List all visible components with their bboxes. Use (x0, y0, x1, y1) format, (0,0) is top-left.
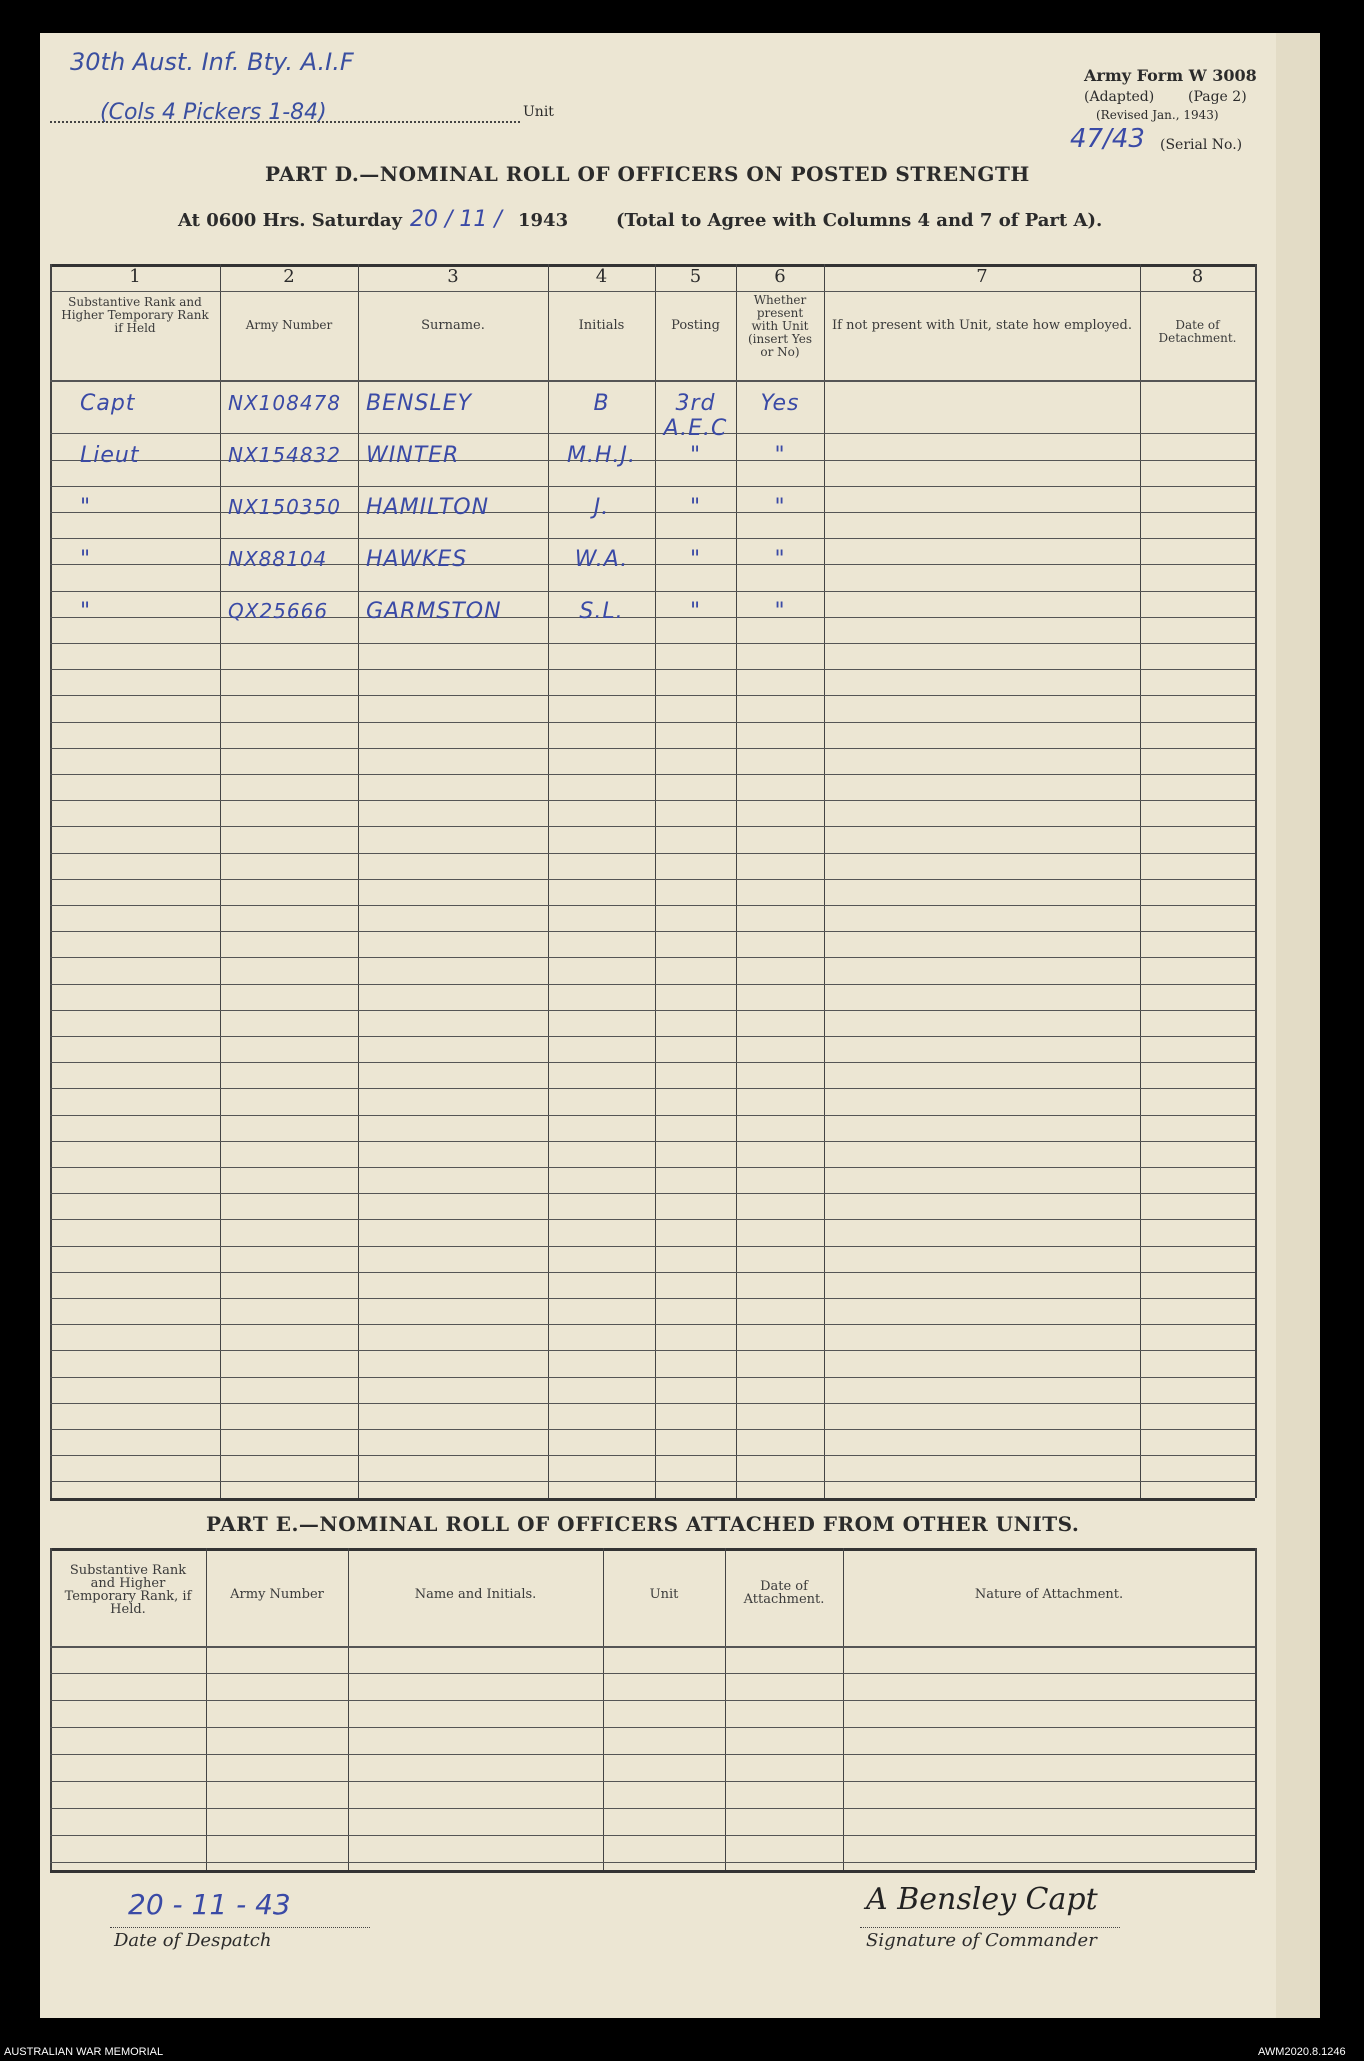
part-e-col-line (348, 1548, 349, 1870)
roll-cell-surname: BENSLEY (366, 391, 473, 416)
unit-handwriting-2: (Cols 4 Pickers 1-84) (100, 100, 327, 125)
part-d-col-line (1255, 264, 1257, 1498)
part-d-header-rule (50, 380, 1255, 382)
part-d-row-line (50, 853, 1255, 854)
part-d-col-line (220, 264, 221, 1498)
roll-cell-surname: WINTER (366, 443, 460, 468)
part-d-row-line (50, 957, 1255, 958)
part-d-row-line (50, 669, 1255, 670)
part-e-row-line (50, 1835, 1255, 1836)
roll-cell-present: " (774, 547, 786, 572)
part-d-number-rule (50, 291, 1255, 292)
part-d-title: PART D.—NOMINAL ROLL OF OFFICERS ON POSTED STRENGTH (265, 162, 1030, 186)
despatch-dotted-line (110, 1927, 370, 1928)
unit-label: Unit (523, 104, 554, 120)
part-d-col-line (1140, 264, 1141, 1498)
part-e-col-line (1255, 1548, 1257, 1870)
part-d-row-line (50, 748, 1255, 749)
part-e-column-header: Army Number (230, 1587, 324, 1602)
part-e-row-line (50, 1808, 1255, 1809)
roll-cell-number: NX154832 (228, 443, 342, 467)
part-e-title: PART E.—NOMINAL ROLL OF OFFICERS ATTACHED FROM OTHER UNITS. (206, 1512, 1080, 1536)
part-d-column-header: Substantive Rank and Higher Temporary Rank if Held (61, 295, 209, 335)
part-d-row-line (50, 1350, 1255, 1351)
part-d-row-line (50, 695, 1255, 696)
form-page: (Page 2) (1188, 89, 1247, 105)
part-d-col-line (824, 264, 825, 1498)
serial-value: 47/43 (1070, 124, 1145, 154)
part-e-row-line (50, 1862, 1255, 1863)
bottom-bar-right: AWM2020.8.1246 (1258, 2046, 1346, 2058)
part-d-row-line (50, 1115, 1255, 1116)
part-d-row-line (50, 1088, 1255, 1089)
part-d-column-header: Initials (578, 318, 625, 333)
part-d-column-header: Date of Detachment. (1158, 318, 1237, 345)
signature-label: Signature of Commander (866, 1930, 1097, 1951)
roll-cell-present: Yes (760, 391, 800, 416)
roll-cell-initials: S.L. (579, 599, 624, 624)
part-e-column-header: Substantive Rank and Higher Temporary Rank, if Held. (64, 1563, 192, 1617)
part-d-column-number: 6 (774, 266, 786, 287)
unit-handwriting-1: 30th Aust. Inf. Bty. A.I.F (70, 48, 354, 76)
part-e-header-rule (50, 1646, 1255, 1648)
roll-cell-initials: W.A. (574, 547, 629, 572)
roll-cell-rank: " (80, 547, 92, 572)
part-d-row-line (50, 1010, 1255, 1011)
part-d-column-header: If not present with Unit, state how employed. (832, 318, 1132, 333)
roll-cell-posting: " (689, 495, 702, 520)
part-d-row-line (50, 879, 1255, 880)
roll-cell-posting: " (689, 599, 702, 624)
part-d-row-line (50, 643, 1255, 644)
part-d-row-line (50, 538, 1255, 539)
roll-cell-surname: HAWKES (366, 547, 468, 572)
part-d-row-line (50, 931, 1255, 932)
part-d-column-number: 4 (595, 266, 608, 287)
part-d-column-number: 7 (976, 266, 988, 287)
part-d-row-line (50, 1246, 1255, 1247)
part-d-row-line (50, 486, 1255, 487)
unit-dotted-line (50, 121, 520, 123)
roll-cell-initials: M.H.J. (567, 443, 636, 468)
part-e-row-line (50, 1727, 1255, 1728)
part-d-row-line (50, 905, 1255, 906)
form-revised: (Revised Jan., 1943) (1096, 108, 1219, 122)
paper-fold (1276, 33, 1320, 2018)
part-e-row-line (50, 1673, 1255, 1674)
part-e-column-header: Unit (649, 1587, 679, 1602)
part-e-column-header: Nature of Attachment. (974, 1587, 1124, 1602)
part-d-row-line (50, 1272, 1255, 1273)
part-d-column-number: 5 (689, 266, 702, 287)
part-e-col-line (725, 1548, 726, 1870)
roll-cell-rank: " (80, 495, 92, 520)
part-d-row-line (50, 1403, 1255, 1404)
roll-cell-present: " (774, 599, 786, 624)
signature-dotted-line (860, 1927, 1120, 1928)
part-d-year: 1943 (518, 210, 569, 231)
roll-cell-initials: J. (593, 495, 610, 520)
part-d-row-line (50, 1219, 1255, 1220)
commander-signature: A Bensley Capt (866, 1882, 1098, 1917)
part-e-col-line (50, 1548, 52, 1870)
part-d-column-number: 2 (283, 266, 295, 287)
part-e-row-line (50, 1781, 1255, 1782)
part-d-row-line (50, 1377, 1255, 1378)
roll-cell-rank: " (80, 599, 92, 624)
form-adapted: (Adapted) (1084, 89, 1155, 105)
part-d-column-number: 1 (129, 266, 141, 287)
roll-cell-number: QX25666 (228, 599, 329, 623)
roll-cell-surname: HAMILTON (366, 495, 490, 520)
roll-cell-number: NX88104 (228, 547, 328, 571)
roll-cell-rank: Capt (80, 391, 136, 416)
part-d-total-note: (Total to Agree with Columns 4 and 7 of Part A). (616, 210, 1103, 231)
part-d-column-number: 8 (1191, 266, 1204, 287)
bottom-bar-left: AUSTRALIAN WAR MEMORIAL (4, 2046, 164, 2058)
part-d-row-line (50, 1141, 1255, 1142)
part-d-row-line (50, 1193, 1255, 1194)
part-d-row-line (50, 774, 1255, 775)
despatch-date-value: 20 - 11 - 43 (128, 1888, 291, 1921)
bottom-bar (0, 2044, 1364, 2061)
part-d-row-line (50, 591, 1255, 592)
part-d-row-line (50, 984, 1255, 985)
part-d-row-line (50, 826, 1255, 827)
part-d-row-line (50, 1455, 1255, 1456)
roll-cell-initials: B (593, 391, 610, 416)
part-d-row-line (50, 1167, 1255, 1168)
part-d-date-value: 20 / 11 / (410, 207, 502, 232)
part-d-column-header: Surname. (421, 318, 485, 333)
part-d-row-line (50, 1324, 1255, 1325)
part-e-row-line (50, 1700, 1255, 1701)
part-d-col-line (50, 264, 52, 1498)
part-d-row-line (50, 722, 1255, 723)
roll-cell-rank: Lieut (80, 443, 140, 468)
part-d-row-line (50, 1062, 1255, 1063)
form-title: Army Form W 3008 (1084, 66, 1257, 85)
part-e-column-header: Date of Attachment. (743, 1579, 825, 1607)
part-d-column-header: Posting (671, 318, 720, 333)
roll-cell-posting: " (689, 547, 702, 572)
part-e-row-line (50, 1754, 1255, 1755)
roll-cell-posting: 3rd A.E.C (663, 391, 728, 441)
serial-label: (Serial No.) (1160, 137, 1243, 153)
part-d-column-header: Army Number (245, 318, 333, 332)
roll-cell-present: " (774, 495, 786, 520)
part-d-row-line (50, 1036, 1255, 1037)
part-e-col-line (843, 1548, 844, 1870)
part-d-column-header: Whether present with Unit (insert Yes or No) (747, 293, 813, 359)
part-e-bottom-rule (50, 1870, 1255, 1873)
part-d-row-line (50, 1298, 1255, 1299)
part-d-bottom-rule (50, 1498, 1255, 1501)
part-d-row-line (50, 800, 1255, 801)
part-d-col-line (358, 264, 359, 1498)
part-d-row-line (50, 433, 1255, 434)
roll-cell-present: " (774, 443, 786, 468)
part-e-col-line (603, 1548, 604, 1870)
part-e-column-header: Name and Initials. (414, 1587, 537, 1602)
part-d-at-prefix: At 0600 Hrs. Saturday (178, 210, 403, 231)
despatch-label: Date of Despatch (114, 1930, 272, 1951)
part-d-column-number: 3 (447, 266, 459, 287)
roll-cell-number: NX108478 (228, 391, 342, 415)
part-d-row-line (50, 1481, 1255, 1482)
roll-cell-posting: " (689, 443, 702, 468)
roll-cell-surname: GARMSTON (366, 599, 502, 624)
part-e-col-line (206, 1548, 207, 1870)
part-d-row-line (50, 1429, 1255, 1430)
roll-cell-number: NX150350 (228, 495, 342, 519)
